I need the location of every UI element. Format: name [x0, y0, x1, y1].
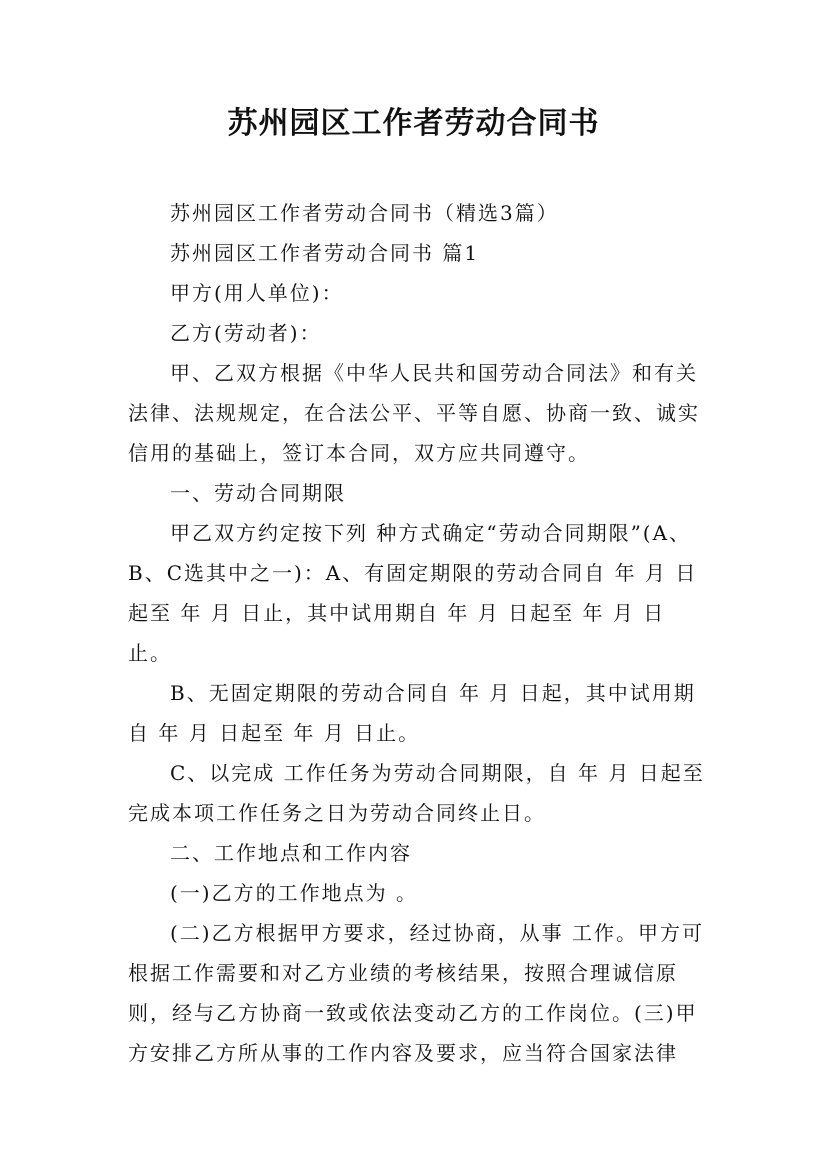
paragraph: B、无固定期限的劳动合同自 年 月 日起，其中试用期自 年 月 日起至 年 月 日止。: [128, 681, 696, 745]
paragraph: 苏州园区工作者劳动合同书（精选3篇）: [170, 201, 559, 225]
paragraph: 甲、乙双方根据《中华人民共和国劳动合同法》和有关法律、法规规定，在合法公平、平等自愿、协商一致、诚实信用的基础上，签订本合同，双方应共同遵守。: [128, 361, 700, 465]
document-body: [128, 193, 706, 1073]
paragraph: 苏州园区工作者劳动合同书 篇1: [170, 241, 480, 265]
paragraph: 甲方(用人单位)：: [170, 281, 344, 305]
paragraph: 一、劳动合同期限: [170, 481, 346, 505]
paragraph: 二、工作地点和工作内容: [170, 841, 412, 865]
document-title: 苏州园区工作者劳动合同书: [227, 106, 600, 141]
paragraph: C、以完成 工作任务为劳动合同期限，自 年 月 日起至完成本项工作任务之日为劳动合同终止日。: [128, 761, 705, 825]
paragraph: 乙方(劳动者)：: [170, 321, 322, 345]
paragraph: (二)乙方根据甲方要求，经过协商，从事 工作。甲方可根据工作需要和对乙方业绩的考核结果，按照合理诚信原则，经与乙方协商一致或依法变动乙方的工作岗位。(三)甲方安排乙方所从事的工作内容及要求，应当符合国家法律: [128, 921, 704, 1065]
paragraph: 甲乙双方约定按下列 种方式确定“劳动合同期限”(A、B、C选其中之一)：A、有固定期限的劳动合同自 年 月 日起至 年 月 日止，其中试用期自 年 月 日起至 年 月 日止。: [128, 521, 698, 665]
paragraph: (一)乙方的工作地点为 。: [170, 881, 418, 905]
